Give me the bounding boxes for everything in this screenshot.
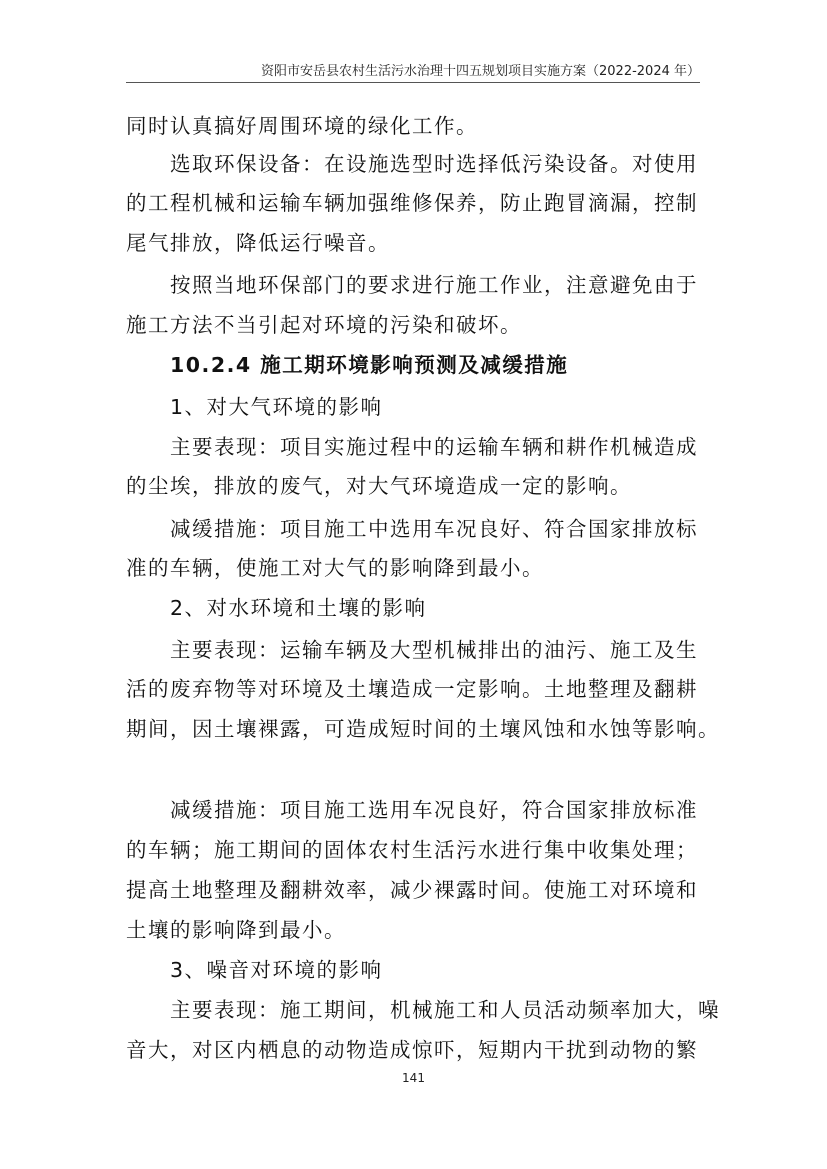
section-heading: 10.2.4 施工期环境影响预测及减缓措施	[170, 353, 569, 377]
header-rule	[126, 82, 700, 83]
paragraph-line: 的车辆；施工期间的固体农村生活污水进行集中收集处理；	[126, 838, 698, 862]
paragraph-line: 主要表现：项目实施过程中的运输车辆和耕作机械造成	[170, 435, 698, 459]
paragraph-line: 的尘埃，排放的废气，对大气环境造成一定的影响。	[126, 474, 632, 498]
paragraph-line: 按照当地环保部门的要求进行施工作业，注意避免由于	[170, 273, 698, 297]
paragraph-line: 土壤的影响降到最小。	[126, 918, 346, 942]
paragraph-line: 主要表现：运输车辆及大型机械排出的油污、施工及生	[170, 638, 698, 662]
paragraph-line: 减缓措施：项目施工中选用车况良好、符合国家排放标	[170, 517, 698, 541]
subsection-heading: 3、噪音对环境的影响	[170, 958, 383, 982]
subsection-heading: 1、对大气环境的影响	[170, 395, 383, 419]
paragraph-line: 准的车辆，使施工对大气的影响降到最小。	[126, 556, 544, 580]
paragraph-line: 活的废弃物等对环境及土壤造成一定影响。土地整理及翻耕	[126, 677, 698, 701]
page-header: 资阳市安岳县农村生活污水治理十四五规划项目实施方案（2022-2024 年）	[261, 64, 700, 79]
subsection-heading: 2、对水环境和土壤的影响	[170, 596, 427, 620]
paragraph-line: 的工程机械和运输车辆加强维修保养，防止跑冒滴漏，控制	[126, 191, 698, 215]
paragraph-line: 同时认真搞好周围环境的绿化工作。	[126, 114, 478, 138]
paragraph-line: 减缓措施：项目施工选用车况良好，符合国家排放标准	[170, 798, 698, 822]
paragraph-line: 主要表现：施工期间，机械施工和人员活动频率加大，噪	[170, 998, 720, 1022]
paragraph-line: 提高土地整理及翻耕效率，减少裸露时间。使施工对环境和	[126, 878, 698, 902]
paragraph-line: 选取环保设备：在设施选型时选择低污染设备。对使用	[170, 152, 698, 176]
paragraph-line: 施工方法不当引起对环境的污染和破坏。	[126, 313, 522, 337]
paragraph-line: 尾气排放，降低运行噪音。	[126, 231, 390, 255]
paragraph-line: 期间，因土壤裸露，可造成短时间的土壤风蚀和水蚀等影响。	[126, 717, 720, 741]
paragraph-line: 音大，对区内栖息的动物造成惊吓，短期内干扰到动物的繁	[126, 1038, 698, 1062]
page-number: 141	[402, 1071, 425, 1085]
